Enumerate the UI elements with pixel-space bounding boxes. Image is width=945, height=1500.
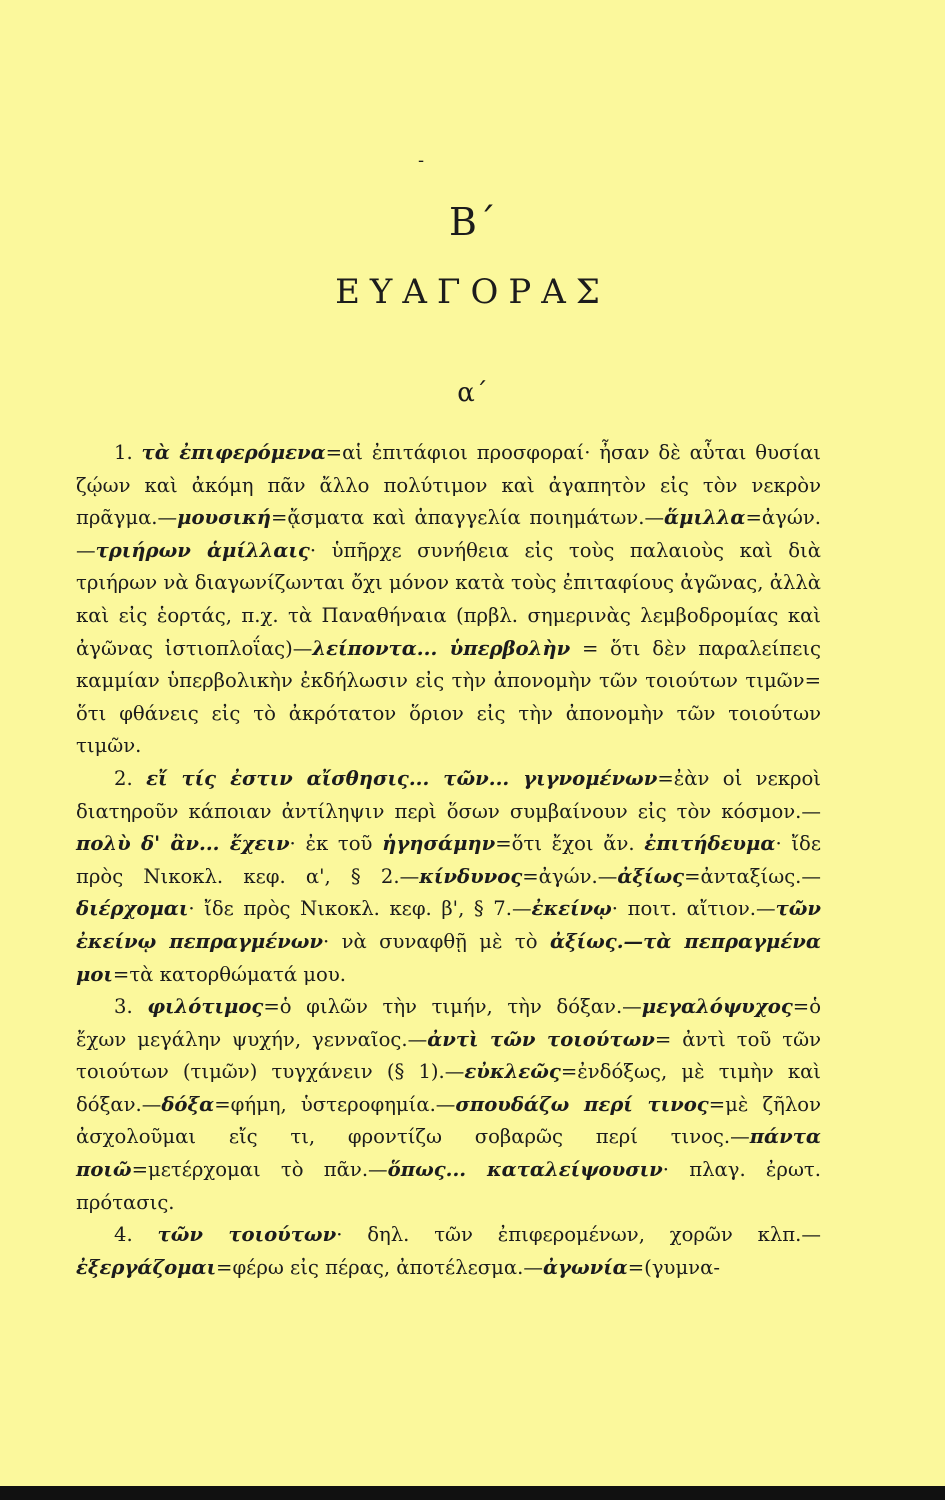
top-dash-mark: -	[418, 150, 425, 171]
paragraph-3	[76, 991, 821, 1219]
gloss-text: 2.	[114, 766, 147, 790]
lemma: ὅπως... καταλείψουσιν	[387, 1158, 663, 1182]
lemma: τῶν τοιούτων	[157, 1223, 337, 1247]
lemma: πολὺ δ' ἂν... ἔχειν	[76, 832, 290, 856]
lemma: λείποντα... ὑπερβολὴν	[312, 636, 571, 660]
gloss-text: =ὁ ἔχων μεγάλην ψυχήν, γενναῖος.—	[76, 995, 821, 1051]
gloss-text: 3.	[114, 995, 148, 1019]
gloss-text: 4.	[114, 1223, 158, 1247]
lemma: διέρχομαι	[76, 897, 189, 921]
gloss-text: 1.	[114, 441, 142, 464]
lemma: ἐπιτήδευμα	[644, 832, 776, 856]
gloss-text: =ἐὰν οἱ νεκροὶ διατηροῦν κάποιαν ἀντίληψιν περὶ ὅσων συμβαίνουν εἰς τὸν κόσμον.—	[76, 766, 821, 823]
gloss-text: =τὰ κατορθώματά μου.	[112, 962, 346, 986]
lemma: ἐκείνῳ	[531, 897, 612, 921]
gloss-text: · ἴδε πρὸς Νικοκλ. κεφ. α', § 2.—	[76, 832, 821, 888]
gloss-text: =ἀγών.—	[76, 506, 821, 562]
lemma: πάντα ποιῶ	[76, 1125, 821, 1182]
lemma: δόξα	[161, 1092, 215, 1116]
book-number: Β΄	[449, 200, 496, 244]
page-title: ΕΥΑΓΟΡΑΣ	[335, 272, 610, 312]
lemma: ἀντὶ τῶν τοιούτων	[427, 1027, 655, 1051]
gloss-text: =φήμη, ὑστεροφημία.—	[214, 1092, 456, 1116]
gloss-text: · πλαγ. ἐρωτ. πρότασις.	[76, 1158, 821, 1214]
gloss-text: · ὑπῆρχε συνήθεια εἰς τοὺς παλαιοὺς καὶ διὰ τριήρων νὰ διαγωνίζωνται ὄχι μόνον κατὰ τοὺς ἐπιταφίους ἀγῶνας, ἀλλὰ καὶ εἰς ἑορτάς, π.χ. τὰ Παναθήναια (πρβλ. σημερινὰς λεμβοδρομίας καὶ ἀγῶνας ἱστιοπλοΐας)—	[76, 538, 822, 660]
lemma: ἡγησάμην	[382, 832, 496, 856]
gloss-text: · ἐκ τοῦ	[289, 832, 383, 856]
gloss-text: =μὲ ζῆλον ἀσχολοῦμαι εἴς τι, φροντίζω σοβαρῶς περί τινος.—	[76, 1092, 821, 1149]
lemma: ἀξίως	[617, 864, 685, 888]
gloss-text: =ᾄσματα καὶ ἀπαγγελία ποιημάτων.—	[271, 506, 665, 530]
gloss-text: =ἐνδόξως, μὲ τιμὴν καὶ δόξαν.—	[76, 1060, 821, 1116]
paragraph-2	[76, 763, 821, 991]
bottom-scan-edge	[0, 1486, 945, 1500]
lemma: σπουδάζω περί τινος	[455, 1092, 709, 1116]
lemma: ἀγωνία	[542, 1255, 628, 1279]
paragraph-4	[76, 1219, 821, 1284]
gloss-text: =φέρω εἰς πέρας, ἀποτέλεσμα.—	[216, 1255, 543, 1279]
gloss-text: = ὅτι δὲν παραλείπεις καμμίαν ὑπερβολικὴν ἐκδήλωσιν εἰς τὴν ἀπονομὴν τῶν τοιούτων τιμῶν= ὅτι φθάνεις εἰς τὸ ἀκρότατον ὅριον εἰς τὴν ἀπονομὴν τῶν τοιούτων τιμῶν.	[76, 636, 821, 758]
lemma: φιλότιμος	[147, 995, 264, 1019]
lemma: ἐξεργάζομαι	[76, 1255, 217, 1279]
gloss-text: =αἱ ἐπιτάφιοι προσφοραί· ἦσαν δὲ αὗται θυσίαι ζῴων καὶ ἀκόμη πᾶν ἄλλο πολύτιμον καὶ ἀγαπητὸν εἰς τὸν νεκρὸν πρᾶγμα.—	[76, 441, 821, 530]
gloss-text: =ἀγών.—	[522, 864, 618, 888]
section-number: α΄	[457, 378, 488, 408]
lemma: εὐκλεῶς	[464, 1060, 561, 1084]
paragraph-1	[76, 437, 821, 763]
gloss-text: = ἀντὶ τοῦ τῶν τοιούτων (τιμῶν) τυγχάνειν (§ 1).—	[76, 1027, 821, 1084]
lemma: ἀξίως.—τὰ πεπραγμένα μοι	[76, 929, 821, 986]
gloss-text: · ποιτ. αἴτιον.—	[611, 897, 776, 921]
gloss-text: =(γυμνα-	[627, 1255, 720, 1279]
gloss-text: =μετέρχομαι τὸ πᾶν.—	[131, 1158, 388, 1182]
gloss-text: · δηλ. τῶν ἐπιφερομένων, χορῶν κλπ.—	[336, 1223, 821, 1247]
gloss-text: =ὅτι ἔχοι ἄν.	[495, 832, 645, 856]
lemma: ἅμιλλα	[664, 506, 746, 530]
lemma: τριήρων ἁμίλλαις	[95, 538, 310, 562]
lemma: κίνδυνος	[419, 864, 523, 888]
gloss-text: · ἴδε πρὸς Νικοκλ. κεφ. β', § 7.—	[188, 897, 532, 921]
gloss-text: =ἀνταξίως.—	[684, 864, 821, 888]
gloss-text: · νὰ συναφθῇ μὲ τὸ	[322, 929, 550, 953]
lemma: τὰ ἐπιφερόμενα	[141, 441, 326, 464]
gloss-text: =ὁ φιλῶν τὴν τιμήν, τὴν δόξαν.—	[263, 995, 642, 1019]
lemma: μεγαλόψυχος	[641, 995, 793, 1019]
commentary-body	[76, 437, 821, 1284]
lemma: τῶν ἐκείνῳ πεπραγμένων	[76, 897, 822, 953]
lemma: μουσική	[177, 506, 272, 530]
lemma: εἴ τίς ἐστιν αἴσθησις... τῶν... γιγνομένων	[146, 766, 658, 790]
